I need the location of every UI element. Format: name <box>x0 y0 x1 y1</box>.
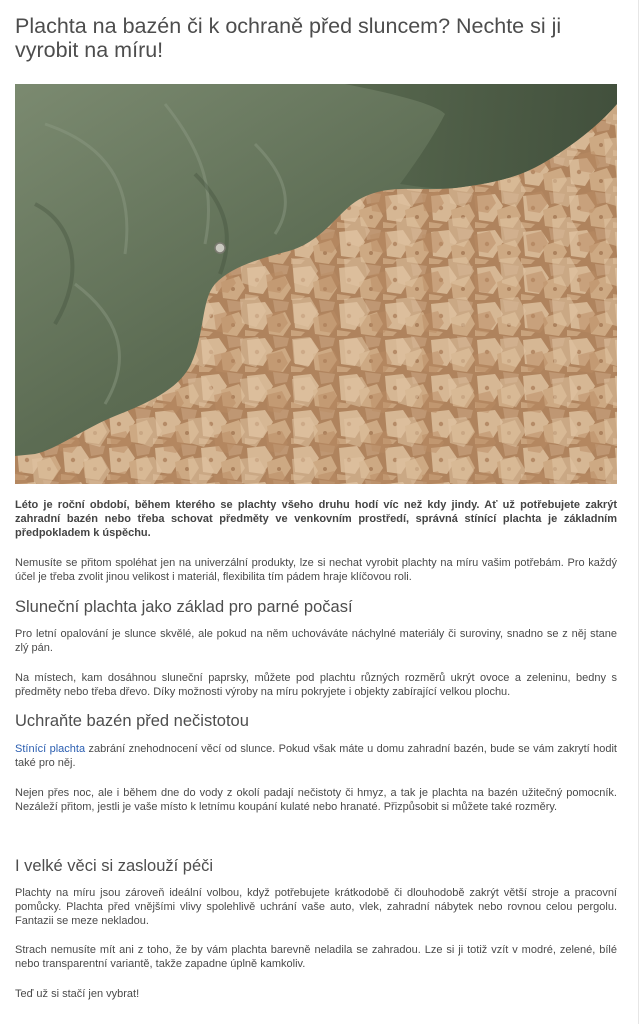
paragraph-4-text: zabrání znehodnocení věcí od slunce. Pokud však máte u domu zahradní bazén, bude se vám zakrytí hodit také pro něj. <box>15 743 617 769</box>
article-lead: Léto je roční období, během kterého se plachty všeho druhu hodí víc než kdy jindy. Ať už potřebujete zakrýt zahradní bazén nebo třeba schovat předměty ve venkovním prostředí, správná stínící plachta je základním předpokladem k úspěchu. <box>15 499 617 539</box>
hero-image-firewood-under-tarp <box>15 84 617 484</box>
paragraph-6: Plachty na míru jsou zároveň ideální volbou, když potřebujete krátkodobě či dlouhodobě zakrýt větší stroje a pracovní pomůcky. Plachta před vnějšími vlivy spolehlivě uchrání vaše auto, vlek, zahradní nábytek nebo rovnou celou pergolu. Fantazii se meze nekladou. <box>15 887 617 927</box>
paragraph-1: Nemusíte se přitom spoléhat jen na univerzální produkty, lze si nechat vyrobit plachty na míru vašim potřebám. Pro každý účel je třeba zvolit jinou velikost i materiál, flexibilita tím pádem hraje klíčovou roli. <box>15 557 617 583</box>
shade-tarp-link[interactable]: Stínící plachta <box>15 743 86 755</box>
tarp-grommet <box>215 243 225 253</box>
paragraph-8: Teď už si stačí jen vybrat! <box>15 988 140 1000</box>
paragraph-5: Nejen přes noc, ale i během dne do vody z okolí padají nečistoty či hmyz, a tak je plachta na bazén užitečný pomocník. Nezáleží přitom, jestli je vaše místo k letnímu koupání kulaté nebo hranaté. Přizpůsobit si můžete také rozměry. <box>15 787 617 813</box>
heading-big-things: I velké věci si zaslouží péči <box>15 857 214 875</box>
article-title: Plachta na bazén či k ochraně před sluncem? Nechte si ji vyrobit na míru! <box>15 14 562 62</box>
paragraph-2: Pro letní opalování je slunce skvělé, ale pokud na něm uchováváte náchylné materiály či suroviny, snadno se z něj stane zlý pán. <box>15 628 617 654</box>
heading-pool-protection: Uchraňte bazén před nečistotou <box>15 712 249 730</box>
paragraph-3: Na místech, kam dosáhnou sluneční paprsky, můžete pod plachtu různých rozměrů ukrýt ovoce a zeleninu, bedny s předměty nebo třeba dřevo. Díky možnosti výroby na míru pokryjete i objekty zabírající velkou plochu. <box>15 672 617 698</box>
firewood-tarp-illustration <box>15 84 617 484</box>
paragraph-7: Strach nemusíte mít ani z toho, že by vám plachta barevně neladila se zahradou. Lze si ji totiž vzít v modré, zelené, bílé nebo transparentní variantě, takže zapadne úplně kamkoliv. <box>15 944 617 970</box>
heading-sun-tarp: Sluneční plachta jako základ pro parné počasí <box>15 598 353 616</box>
paragraph-4 <box>15 742 617 770</box>
page-edge-rule <box>638 0 639 1024</box>
